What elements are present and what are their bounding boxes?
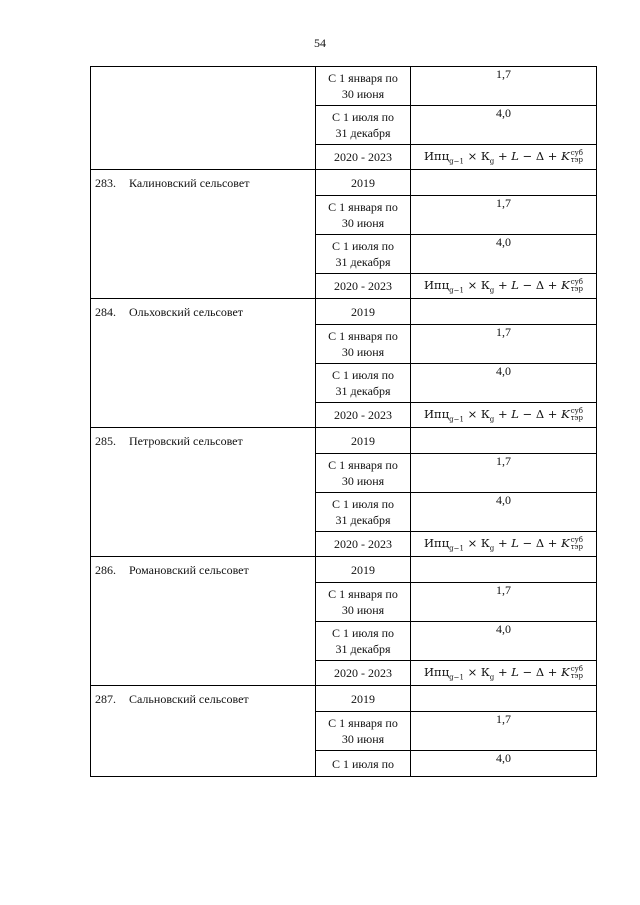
- value-second-half: 4,0: [411, 493, 597, 532]
- period-year: 2019: [316, 299, 411, 325]
- period-second-half: С 1 июля по 31 декабря: [316, 235, 411, 274]
- formula-cell: [411, 403, 597, 428]
- table-row: [91, 299, 597, 325]
- value-empty: [411, 557, 597, 583]
- tariff-formula: $Ипц_{g-1} \times К_g + L - \Delta + K$ суб тэр: [424, 277, 583, 295]
- value-second-half: 4,0: [411, 622, 597, 661]
- value-empty: [411, 428, 597, 454]
- table-row: [91, 686, 597, 712]
- value-empty: [411, 170, 597, 196]
- value-second-half: 4,0: [411, 106, 597, 145]
- period-range: 2020 - 2023: [316, 403, 411, 428]
- period-range: 2020 - 2023: [316, 661, 411, 686]
- period-range: 2020 - 2023: [316, 532, 411, 557]
- period-year: 2019: [316, 170, 411, 196]
- municipality-name: Романовский сельсовет: [129, 563, 249, 577]
- tariff-formula: $Ипц_{g-1} \times К_g + L - \Delta + K$ суб тэр: [424, 406, 583, 424]
- municipality-cell: [91, 686, 316, 777]
- period-second-half: С 1 июля по 31 декабря: [316, 493, 411, 532]
- period-range: 2020 - 2023: [316, 274, 411, 299]
- period-first-half: С 1 января по 30 июня: [316, 325, 411, 364]
- period-first-half: С 1 января по 30 июня: [316, 583, 411, 622]
- period-second-half: С 1 июля по 31 декабря: [316, 106, 411, 145]
- municipality-number: 286.: [95, 563, 116, 577]
- period-first-half: С 1 января по 30 июня: [316, 196, 411, 235]
- municipality-number: 284.: [95, 305, 116, 319]
- value-second-half: 4,0: [411, 235, 597, 274]
- municipality-cell: [91, 67, 316, 170]
- table-row: [91, 170, 597, 196]
- municipality-cell: [91, 299, 316, 428]
- formula-cell: [411, 274, 597, 299]
- formula-cell: [411, 661, 597, 686]
- municipality-name: Ольховский сельсовет: [129, 305, 244, 319]
- municipality-number: 283.: [95, 176, 116, 190]
- value-first-half: 1,7: [411, 325, 597, 364]
- municipality-number: 287.: [95, 692, 116, 706]
- value-first-half: 1,7: [411, 67, 597, 106]
- formula-cell: [411, 145, 597, 170]
- period-first-half: С 1 января по 30 июня: [316, 712, 411, 751]
- period-range: 2020 - 2023: [316, 145, 411, 170]
- period-year: 2019: [316, 428, 411, 454]
- page-number: 54: [314, 36, 326, 50]
- value-first-half: 1,7: [411, 583, 597, 622]
- value-second-half: 4,0: [411, 364, 597, 403]
- tariff-table: [90, 66, 597, 777]
- municipality-cell: [91, 428, 316, 557]
- tariff-formula: $Ипц_{g-1} \times К_g + L - \Delta + K$ суб тэр: [424, 664, 583, 682]
- municipality-name: Петровский сельсовет: [129, 434, 243, 448]
- period-first-half: С 1 января по 30 июня: [316, 454, 411, 493]
- period-second-half: С 1 июля по 31 декабря: [316, 364, 411, 403]
- table-row: [91, 557, 597, 583]
- period-second-half: С 1 июля по 31 декабря: [316, 622, 411, 661]
- municipality-cell: [91, 557, 316, 686]
- period-year: 2019: [316, 557, 411, 583]
- municipality-name: Калиновский сельсовет: [129, 176, 250, 190]
- municipality-name: Сальновский сельсовет: [129, 692, 249, 706]
- period-first-half: С 1 января по 30 июня: [316, 67, 411, 106]
- formula-cell: [411, 532, 597, 557]
- value-first-half: 1,7: [411, 196, 597, 235]
- value-empty: [411, 686, 597, 712]
- municipality-cell: [91, 170, 316, 299]
- table-row: [91, 67, 597, 106]
- table-row: [91, 428, 597, 454]
- municipality-number: 285.: [95, 434, 116, 448]
- period-second-half-cut: С 1 июля по: [316, 751, 411, 777]
- value-first-half: 1,7: [411, 712, 597, 751]
- tariff-formula: $Ипц_{g-1} \times К_g + L - \Delta + K$ суб тэр: [424, 535, 583, 553]
- value-first-half: 1,7: [411, 454, 597, 493]
- value-empty: [411, 299, 597, 325]
- value-second-half: 4,0: [411, 751, 597, 777]
- period-year: 2019: [316, 686, 411, 712]
- tariff-formula: $Ипц_{g-1} \times К_g + L - \Delta + K$ суб тэр: [424, 148, 583, 166]
